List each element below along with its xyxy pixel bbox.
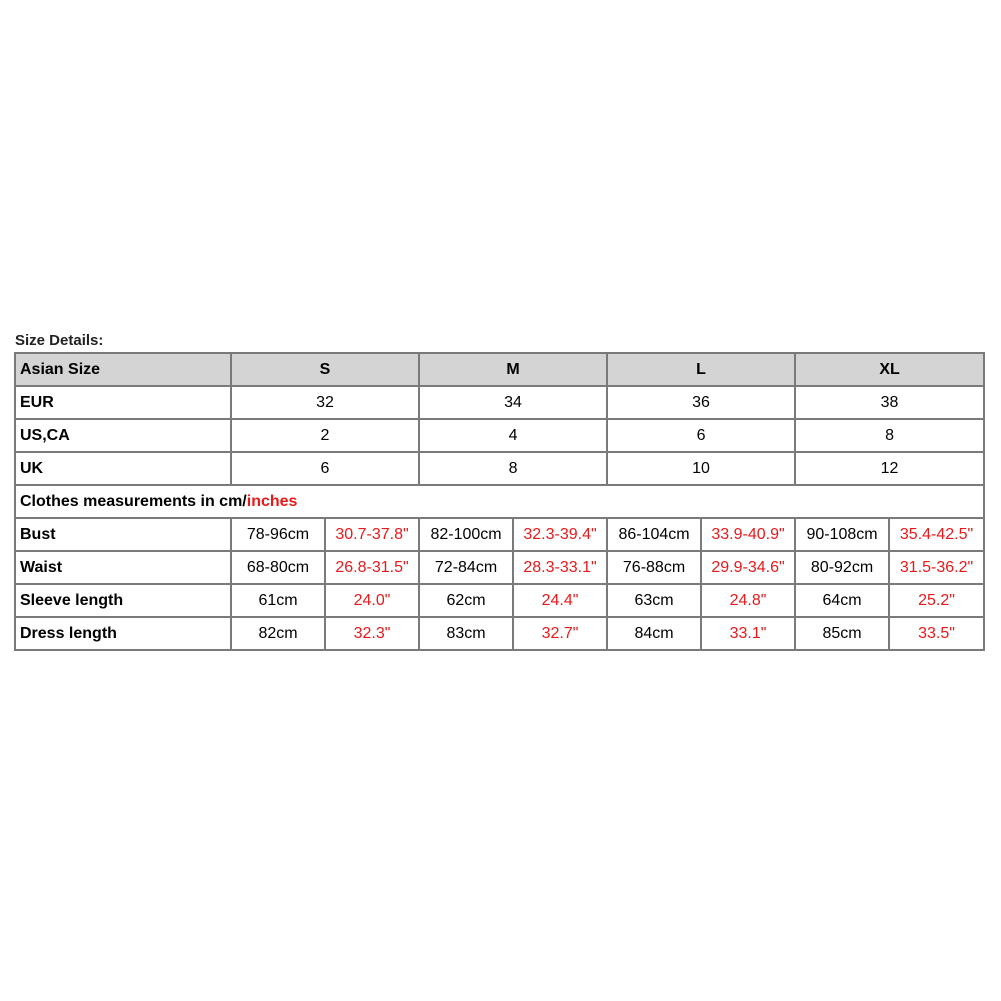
section-highlight: inches xyxy=(246,492,298,510)
size-header-l: L xyxy=(607,353,795,386)
table-row xyxy=(15,584,984,617)
table-row xyxy=(15,419,984,452)
table-cell: 38 xyxy=(795,386,984,419)
table-row xyxy=(15,551,984,584)
inch-cell: 30.7-37.8" xyxy=(325,518,419,551)
cm-cell: 82cm xyxy=(231,617,325,650)
table-row xyxy=(15,518,984,551)
cm-cell: 72-84cm xyxy=(419,551,513,584)
row-label: Bust xyxy=(15,518,231,551)
row-label: Waist xyxy=(15,551,231,584)
inch-cell: 33.9-40.9" xyxy=(701,518,795,551)
table-cell: 10 xyxy=(607,452,795,485)
inch-cell: 24.0" xyxy=(325,584,419,617)
inch-cell: 32.3-39.4" xyxy=(513,518,607,551)
inch-cell: 26.8-31.5" xyxy=(325,551,419,584)
cm-cell: 86-104cm xyxy=(607,518,701,551)
measurements-section-heading xyxy=(15,485,984,518)
size-header-s: S xyxy=(231,353,419,386)
table-row xyxy=(15,452,984,485)
inch-cell: 35.4-42.5" xyxy=(889,518,984,551)
page-title: Size Details: xyxy=(15,332,104,349)
cm-cell: 68-80cm xyxy=(231,551,325,584)
table-cell: 4 xyxy=(419,419,607,452)
table-header-row xyxy=(15,353,984,386)
inch-cell: 33.1" xyxy=(701,617,795,650)
cm-cell: 62cm xyxy=(419,584,513,617)
inch-cell: 32.7" xyxy=(513,617,607,650)
table-cell: 6 xyxy=(607,419,795,452)
cm-cell: 80-92cm xyxy=(795,551,889,584)
row-label: Dress length xyxy=(15,617,231,650)
table-cell: 32 xyxy=(231,386,419,419)
table-cell: 12 xyxy=(795,452,984,485)
inch-cell: 25.2" xyxy=(889,584,984,617)
cm-cell: 85cm xyxy=(795,617,889,650)
table-cell: 8 xyxy=(795,419,984,452)
row-label: UK xyxy=(15,452,231,485)
size-header-m: M xyxy=(419,353,607,386)
row-label: EUR xyxy=(15,386,231,419)
cm-cell: 90-108cm xyxy=(795,518,889,551)
table-cell: 6 xyxy=(231,452,419,485)
table-cell: 34 xyxy=(419,386,607,419)
cm-cell: 76-88cm xyxy=(607,551,701,584)
inch-cell: 32.3" xyxy=(325,617,419,650)
row-label: Sleeve length xyxy=(15,584,231,617)
row-label: US,CA xyxy=(15,419,231,452)
cm-cell: 82-100cm xyxy=(419,518,513,551)
size-table xyxy=(14,352,985,651)
header-label: Asian Size xyxy=(15,353,231,386)
inch-cell: 29.9-34.6" xyxy=(701,551,795,584)
table-row xyxy=(15,386,984,419)
section-row xyxy=(15,485,984,518)
cm-cell: 84cm xyxy=(607,617,701,650)
inch-cell: 28.3-33.1" xyxy=(513,551,607,584)
inch-cell: 33.5" xyxy=(889,617,984,650)
table-cell: 2 xyxy=(231,419,419,452)
inch-cell: 24.4" xyxy=(513,584,607,617)
cm-cell: 83cm xyxy=(419,617,513,650)
inch-cell: 31.5-36.2" xyxy=(889,551,984,584)
cm-cell: 78-96cm xyxy=(231,518,325,551)
table-cell: 8 xyxy=(419,452,607,485)
cm-cell: 64cm xyxy=(795,584,889,617)
table-cell: 36 xyxy=(607,386,795,419)
size-header-xl: XL xyxy=(795,353,984,386)
inch-cell: 24.8" xyxy=(701,584,795,617)
cm-cell: 61cm xyxy=(231,584,325,617)
cm-cell: 63cm xyxy=(607,584,701,617)
section-text: Clothes measurements in cm/ xyxy=(20,492,247,510)
table-row xyxy=(15,617,984,650)
